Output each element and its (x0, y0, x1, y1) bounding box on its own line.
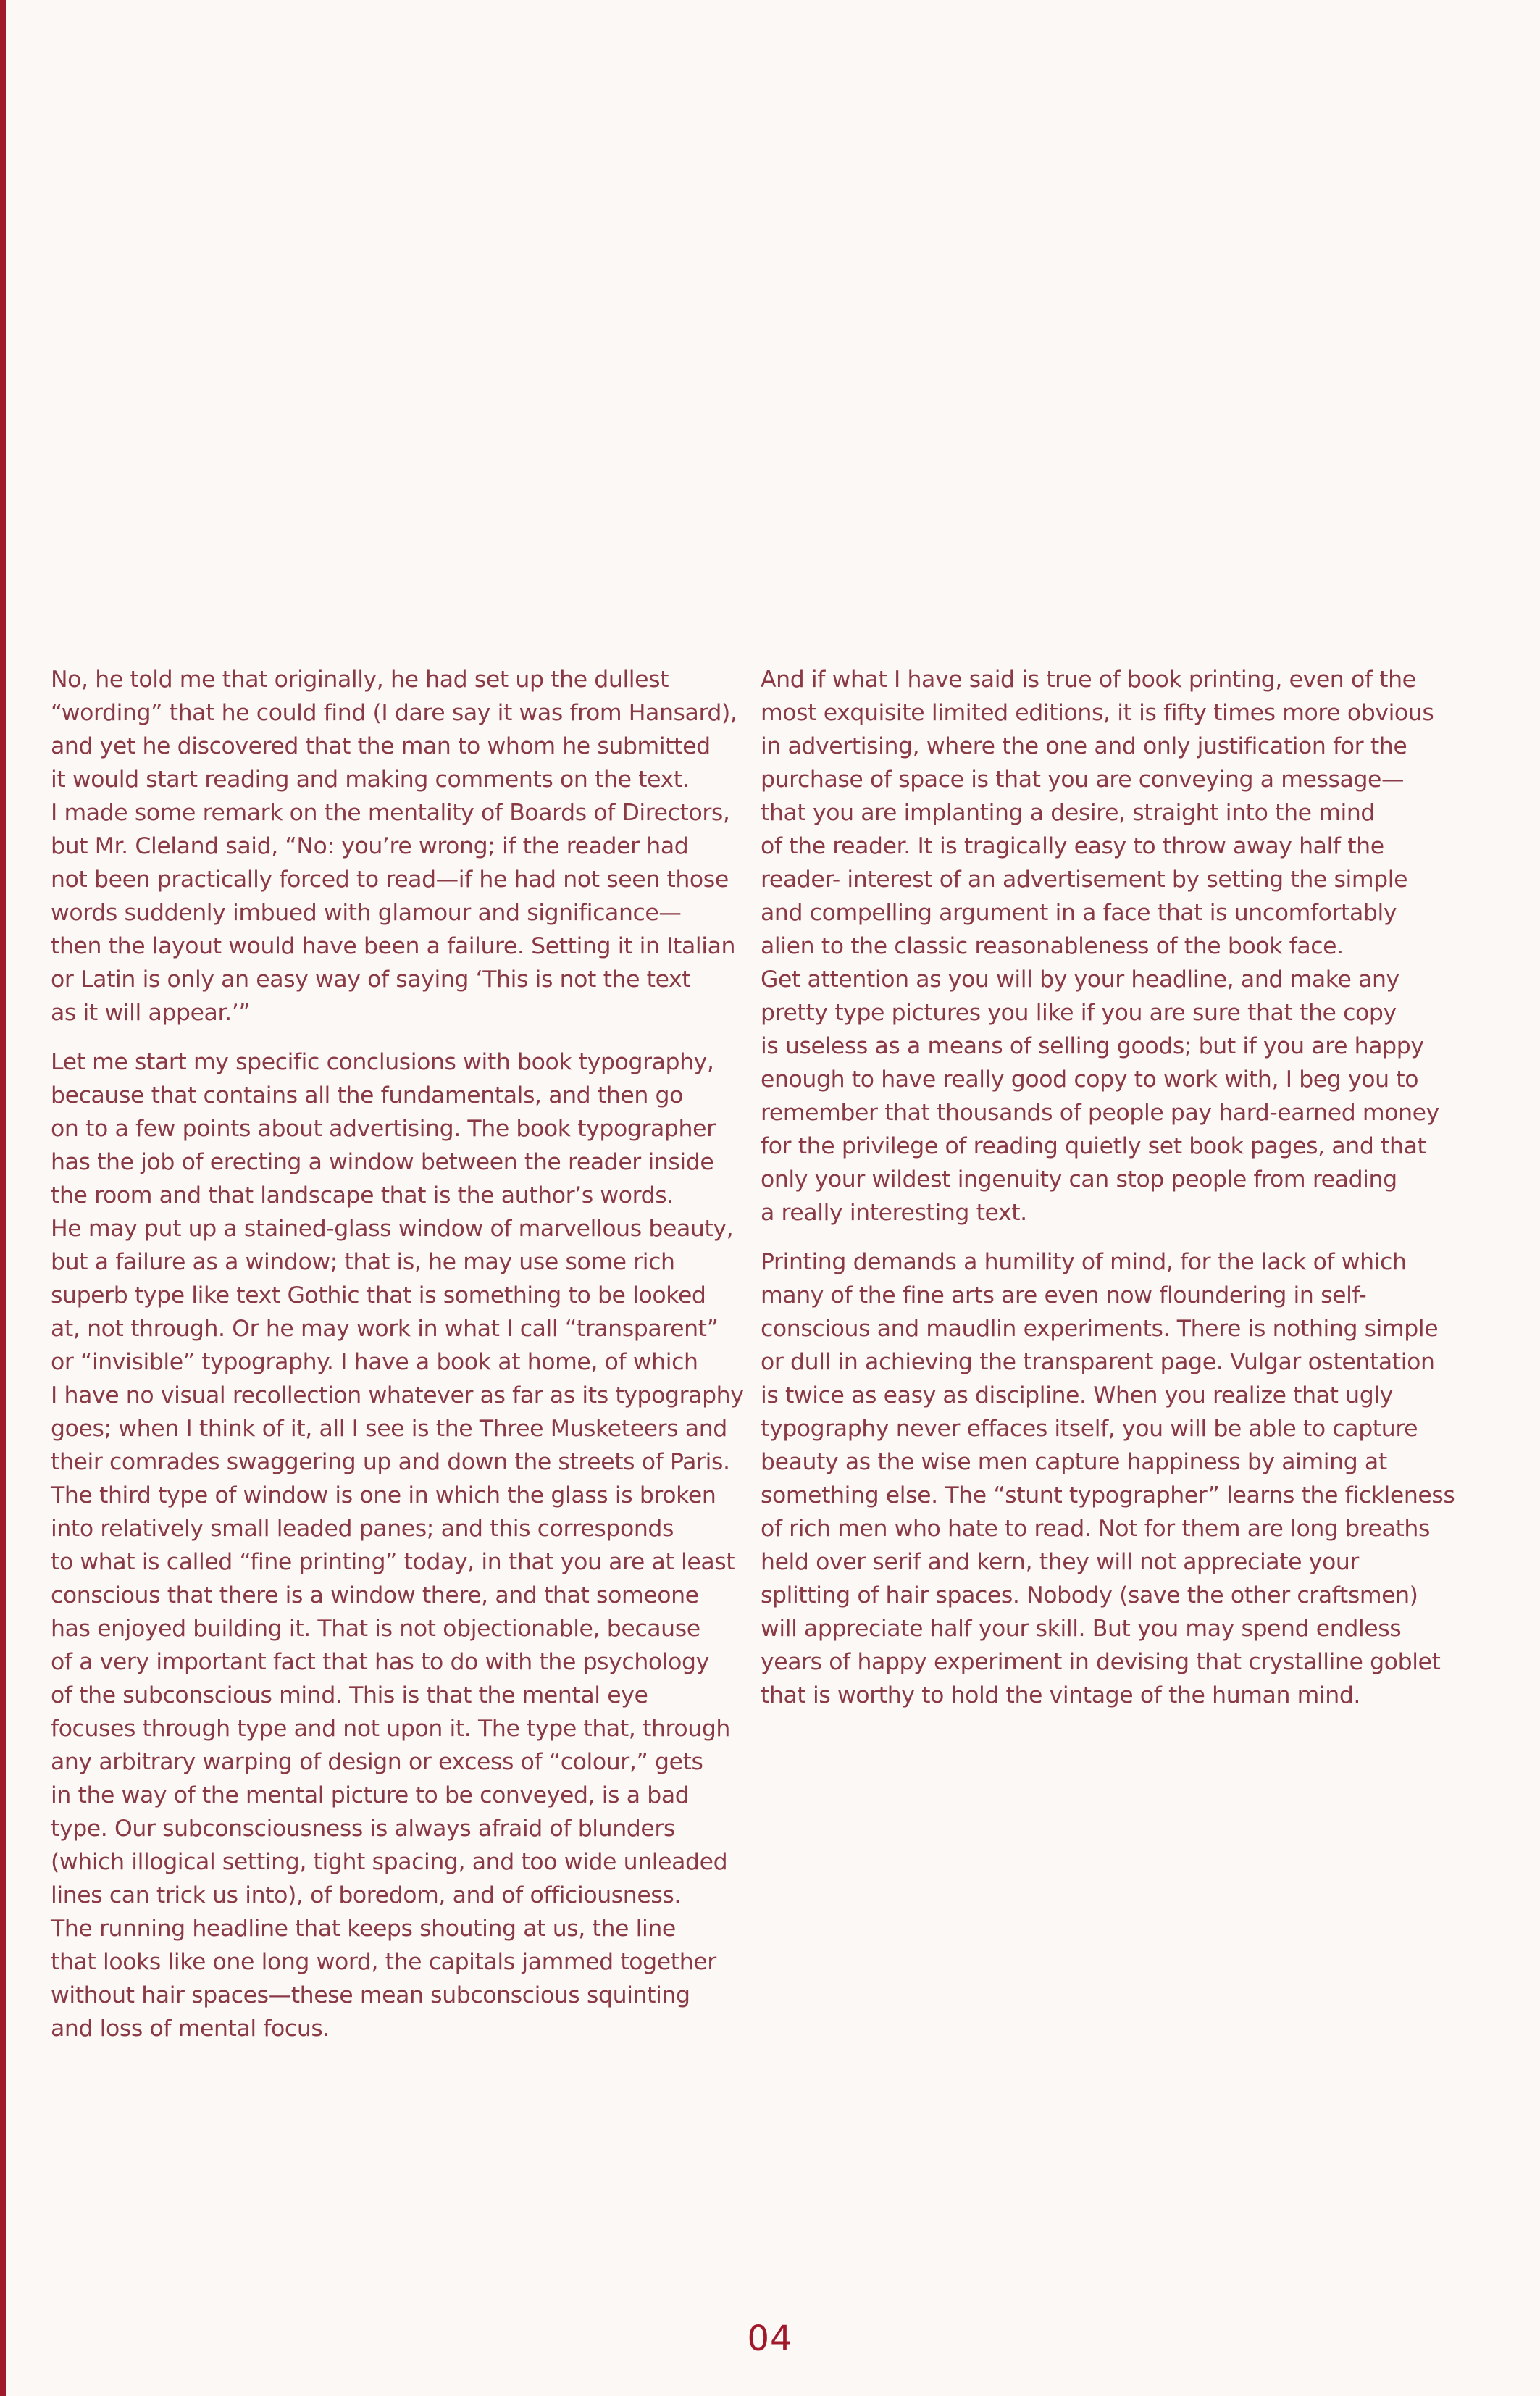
text-line: No, he told me that originally, he had set up the dullest (51, 667, 669, 693)
text-line: remember that thousands of people pay hard-earned money (761, 1100, 1439, 1126)
paragraph-book-typography (51, 1045, 744, 2045)
text-line: enough to have really good copy to work with, I beg you to (761, 1066, 1419, 1093)
text-line: typography never effaces itself, you will be able to capture (761, 1416, 1418, 1442)
text-line: splitting of hair spaces. Nobody (save the other craftsmen) (761, 1582, 1418, 1608)
text-line: without hair spaces—these mean subconscious squinting (51, 1982, 690, 2008)
text-line: their comrades swaggering up and down the streets of Paris. (51, 1449, 730, 1475)
text-line: is useless as a means of selling goods; but if you are happy (761, 1033, 1424, 1059)
text-line: is twice as easy as discipline. When you realize that ugly (761, 1382, 1393, 1408)
text-line: will appreciate half your skill. But you may spend endless (761, 1616, 1402, 1642)
page-number: 04 (747, 2318, 793, 2359)
text-line: any arbitrary warping of design or excess of “colour,” gets (51, 1749, 703, 1775)
text-line: goes; when I think of it, all I see is the Three Musketeers and (51, 1416, 727, 1442)
text-line: on to a few points about advertising. The book typographer (51, 1116, 716, 1142)
text-line: purchase of space is that you are conveying a message— (761, 767, 1405, 793)
text-line: and compelling argument in a face that is uncomfortably (761, 900, 1397, 926)
text-line: The running headline that keeps shouting at us, the line (51, 1916, 676, 1942)
text-line: or “invisible” typography. I have a book at home, of which (51, 1349, 698, 1375)
text-line: that is worthy to hold the vintage of the human mind. (761, 1682, 1361, 1708)
text-line: alien to the classic reasonableness of the book face. (761, 933, 1344, 959)
text-line: The third type of window is one in which the glass is broken (51, 1482, 716, 1508)
text-line: I have no visual recollection whatever as far as its typography (51, 1382, 744, 1408)
text-line: lines can trick us into), of boredom, and of officiousness. (51, 1882, 681, 1908)
text-line: because that contains all the fundamentals, and then go (51, 1082, 684, 1109)
text-line: words suddenly imbued with glamour and significance— (51, 900, 682, 926)
text-line: at, not through. Or he may work in what I call “transparent” (51, 1316, 719, 1342)
text-line: but a failure as a window; that is, he may use some rich (51, 1249, 675, 1275)
text-line: I made some remark on the mentality of Boards of Directors, (51, 800, 730, 826)
text-line: conscious and maudlin experiments. There is nothing simple (761, 1316, 1439, 1342)
paragraph-advertising (761, 663, 1449, 1230)
text-line: as it will appear.’” (51, 1000, 251, 1026)
text-line: most exquisite limited editions, it is fifty times more obvious (761, 700, 1434, 726)
text-line: And if what I have said is true of book printing, even of the (761, 667, 1416, 693)
left-text-column (51, 663, 744, 2061)
text-line: something else. The “stunt typographer” learns the fickleness (761, 1482, 1455, 1508)
text-line: pretty type pictures you like if you are sure that the copy (761, 1000, 1397, 1026)
text-line: and loss of mental focus. (51, 2016, 330, 2042)
text-line: focuses through type and not upon it. The type that, through (51, 1716, 730, 1742)
text-line: not been practically forced to read—if he had not seen those (51, 867, 729, 893)
text-line: many of the fine arts are even now floundering in self- (761, 1282, 1367, 1308)
text-line: reader- interest of an advertisement by setting the simple (761, 867, 1408, 893)
text-line: of a very important fact that has to do with the psychology (51, 1649, 709, 1675)
text-line: in advertising, where the one and only justification for the (761, 733, 1407, 759)
text-line: or Latin is only an easy way of saying ‘This is not the text (51, 967, 691, 993)
text-line: beauty as the wise men capture happiness by aiming at (761, 1449, 1387, 1475)
text-line: “wording” that he could find (I dare say it was from Hansard), (51, 700, 737, 726)
text-line: Get attention as you will by your headline, and make any (761, 967, 1399, 993)
text-line: but Mr. Cleland said, “No: you’re wrong; if the reader had (51, 833, 689, 859)
text-line: Printing demands a humility of mind, for the lack of which (761, 1249, 1407, 1275)
text-line: type. Our subconsciousness is always afraid of blunders (51, 1816, 675, 1842)
paragraph-humility (761, 1245, 1455, 1712)
text-line: years of happy experiment in devising that crystalline goblet (761, 1649, 1441, 1675)
text-line: of the subconscious mind. This is that the mental eye (51, 1682, 648, 1708)
text-line: that you are implanting a desire, straight into the mind (761, 800, 1376, 826)
left-margin-rule (0, 0, 6, 2396)
text-line: and yet he discovered that the man to whom he submitted (51, 733, 711, 759)
text-line: held over serif and kern, they will not appreciate your (761, 1549, 1359, 1575)
text-line: or dull in achieving the transparent page. Vulgar ostentation (761, 1349, 1435, 1375)
text-line: in the way of the mental picture to be conveyed, is a bad (51, 1782, 690, 1808)
text-line: conscious that there is a window there, and that someone (51, 1582, 699, 1608)
paragraph-cleland-anecdote (51, 663, 739, 1030)
text-line: of the reader. It is tragically easy to throw away half the (761, 833, 1384, 859)
text-line: He may put up a stained-glass window of marvellous beauty, (51, 1216, 734, 1242)
text-line: only your wildest ingenuity can stop people from reading (761, 1166, 1397, 1193)
text-line: then the layout would have been a failure. Setting it in Italian (51, 933, 736, 959)
text-line: a really interesting text. (761, 1200, 1027, 1226)
text-line: that looks like one long word, the capitals jammed together (51, 1949, 716, 1975)
text-line: has the job of erecting a window between the reader inside (51, 1149, 714, 1175)
text-line: it would start reading and making comments on the text. (51, 767, 690, 793)
text-line: Let me start my specific conclusions with book typography, (51, 1049, 714, 1075)
text-line: into relatively small leaded panes; and this corresponds (51, 1516, 674, 1542)
right-text-column (761, 663, 1455, 1728)
text-line: (which illogical setting, tight spacing, and too wide unleaded (51, 1849, 728, 1875)
text-line: superb type like text Gothic that is something to be looked (51, 1282, 706, 1308)
text-line: has enjoyed building it. That is not objectionable, because (51, 1616, 700, 1642)
text-line: for the privilege of reading quietly set book pages, and that (761, 1133, 1426, 1159)
text-line: of rich men who hate to read. Not for them are long breaths (761, 1516, 1430, 1542)
text-line: the room and that landscape that is the author’s words. (51, 1182, 674, 1209)
text-line: to what is called “fine printing” today, in that you are at least (51, 1549, 735, 1575)
